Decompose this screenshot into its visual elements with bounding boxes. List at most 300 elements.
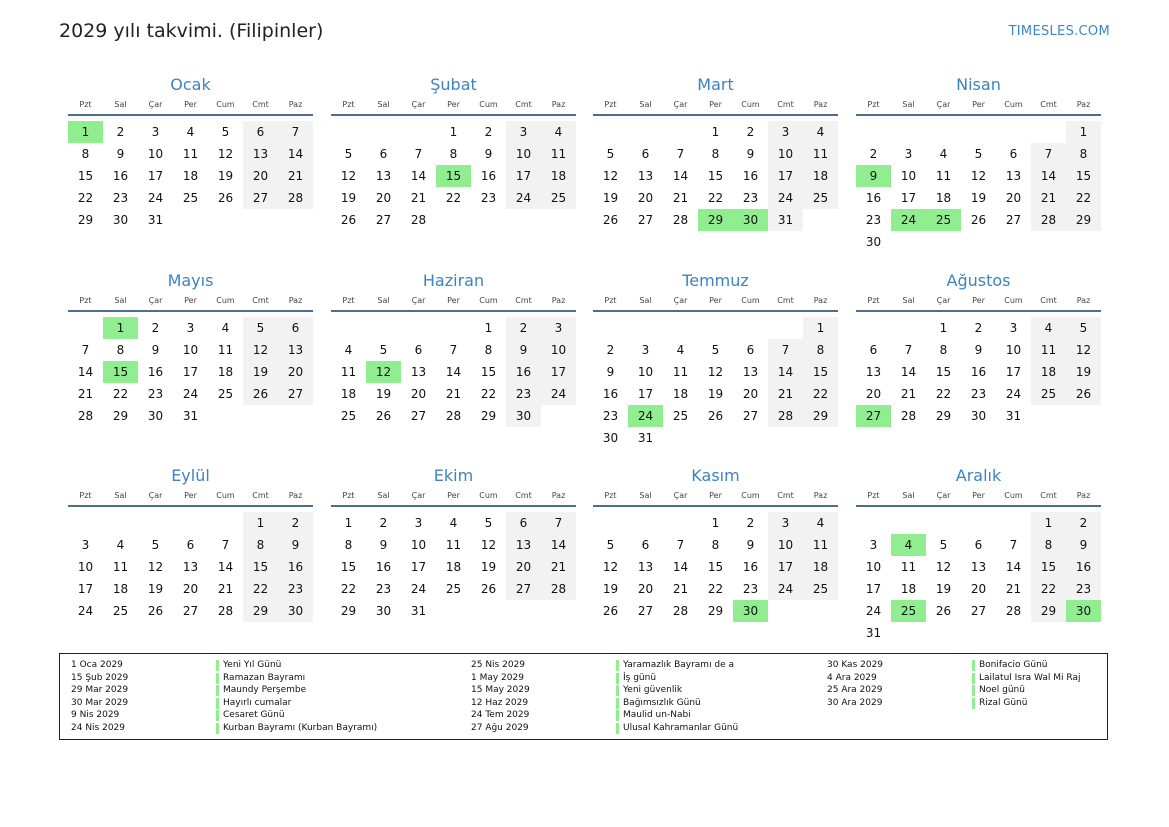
day-cell[interactable]: 30 [278, 600, 313, 622]
day-cell[interactable]: 25 [182, 191, 199, 205]
day-cell[interactable]: 2 [506, 317, 541, 339]
day-cell[interactable]: 22 [480, 387, 497, 401]
day-cell[interactable]: 6 [414, 343, 423, 357]
day-cell[interactable]: 5 [379, 343, 388, 357]
day-cell[interactable]: 1 [803, 317, 838, 339]
day-cell[interactable]: 22 [707, 191, 724, 205]
day-cell[interactable]: 31 [637, 431, 654, 445]
day-cell[interactable]: 18 [340, 387, 357, 401]
day-cell[interactable]: 19 [707, 387, 724, 401]
day-cell[interactable]: 29 [77, 213, 94, 227]
day-cell[interactable]: 2 [151, 321, 160, 335]
day-cell[interactable]: 16 [865, 191, 882, 205]
day-cell[interactable]: 24 [77, 604, 94, 618]
day-cell[interactable]: 8 [803, 339, 838, 361]
day-cell[interactable]: 24 [541, 383, 576, 405]
day-cell[interactable]: 6 [869, 343, 878, 357]
day-cell[interactable]: 20 [506, 556, 541, 578]
day-cell[interactable]: 7 [676, 147, 685, 161]
day-cell[interactable]: 25 [803, 187, 838, 209]
day-cell[interactable]: 13 [742, 365, 759, 379]
day-cell[interactable]: 24 [506, 187, 541, 209]
day-cell[interactable]: 21 [1031, 187, 1066, 209]
day-cell[interactable]: 28 [672, 604, 689, 618]
day-cell[interactable]: 24 [182, 387, 199, 401]
day-cell[interactable]: 20 [1005, 191, 1022, 205]
day-cell[interactable]: 10 [1005, 343, 1022, 357]
day-cell[interactable]: 20 [865, 387, 882, 401]
day-cell[interactable]: 2 [379, 516, 388, 530]
day-cell[interactable]: 12 [970, 169, 987, 183]
day-cell[interactable]: 14 [541, 534, 576, 556]
day-cell[interactable]: 28 [1031, 209, 1066, 231]
day-cell[interactable]: 15 [1066, 165, 1101, 187]
day-cell[interactable]: 7 [768, 339, 803, 361]
day-cell[interactable]: 17 [637, 387, 654, 401]
day-cell[interactable]: 17 [768, 165, 803, 187]
holiday-day-cell[interactable]: 30 [733, 600, 768, 622]
day-cell[interactable]: 27 [1005, 213, 1022, 227]
day-cell[interactable]: 15 [707, 169, 724, 183]
day-cell[interactable]: 21 [445, 387, 462, 401]
day-cell[interactable]: 19 [340, 191, 357, 205]
day-cell[interactable]: 18 [112, 582, 129, 596]
day-cell[interactable]: 25 [112, 604, 129, 618]
day-cell[interactable]: 12 [340, 169, 357, 183]
day-cell[interactable]: 18 [900, 582, 917, 596]
day-cell[interactable]: 9 [278, 534, 313, 556]
day-cell[interactable]: 28 [278, 187, 313, 209]
day-cell[interactable]: 22 [340, 582, 357, 596]
day-cell[interactable]: 12 [217, 147, 234, 161]
day-cell[interactable]: 16 [278, 556, 313, 578]
day-cell[interactable]: 3 [904, 147, 913, 161]
day-cell[interactable]: 19 [480, 560, 497, 574]
day-cell[interactable]: 14 [900, 365, 917, 379]
day-cell[interactable]: 17 [900, 191, 917, 205]
holiday-day-cell[interactable]: 15 [436, 165, 471, 187]
day-cell[interactable]: 26 [480, 582, 497, 596]
day-cell[interactable]: 14 [278, 143, 313, 165]
day-cell[interactable]: 23 [375, 582, 392, 596]
day-cell[interactable]: 21 [541, 556, 576, 578]
day-cell[interactable]: 17 [768, 556, 803, 578]
day-cell[interactable]: 31 [182, 409, 199, 423]
day-cell[interactable]: 20 [375, 191, 392, 205]
day-cell[interactable]: 16 [1066, 556, 1101, 578]
day-cell[interactable]: 12 [147, 560, 164, 574]
day-cell[interactable]: 11 [217, 343, 234, 357]
day-cell[interactable]: 4 [803, 512, 838, 534]
day-cell[interactable]: 4 [116, 538, 125, 552]
day-cell[interactable]: 3 [541, 317, 576, 339]
day-cell[interactable]: 9 [606, 365, 615, 379]
day-cell[interactable]: 15 [935, 365, 952, 379]
day-cell[interactable]: 14 [768, 361, 803, 383]
holiday-day-cell[interactable]: 30 [1066, 600, 1101, 622]
day-cell[interactable]: 5 [711, 343, 720, 357]
day-cell[interactable]: 4 [344, 343, 353, 357]
day-cell[interactable]: 5 [974, 147, 983, 161]
day-cell[interactable]: 25 [541, 187, 576, 209]
day-cell[interactable]: 9 [116, 147, 125, 161]
day-cell[interactable]: 30 [112, 213, 129, 227]
day-cell[interactable]: 29 [480, 409, 497, 423]
day-cell[interactable]: 5 [606, 147, 615, 161]
day-cell[interactable]: 9 [746, 147, 755, 161]
day-cell[interactable]: 21 [672, 582, 689, 596]
day-cell[interactable]: 19 [1066, 361, 1101, 383]
day-cell[interactable]: 28 [768, 405, 803, 427]
day-cell[interactable]: 23 [742, 191, 759, 205]
day-cell[interactable]: 6 [379, 147, 388, 161]
day-cell[interactable]: 24 [865, 604, 882, 618]
day-cell[interactable]: 21 [77, 387, 94, 401]
day-cell[interactable]: 12 [1066, 339, 1101, 361]
day-cell[interactable]: 25 [672, 409, 689, 423]
day-cell[interactable]: 1 [243, 512, 278, 534]
day-cell[interactable]: 14 [1031, 165, 1066, 187]
day-cell[interactable]: 2 [746, 125, 755, 139]
day-cell[interactable]: 26 [707, 409, 724, 423]
day-cell[interactable]: 18 [217, 365, 234, 379]
day-cell[interactable]: 14 [217, 560, 234, 574]
day-cell[interactable]: 17 [147, 169, 164, 183]
day-cell[interactable]: 8 [484, 343, 493, 357]
day-cell[interactable]: 3 [1009, 321, 1018, 335]
day-cell[interactable]: 19 [602, 582, 619, 596]
holiday-day-cell[interactable]: 1 [103, 317, 138, 339]
day-cell[interactable]: 7 [278, 121, 313, 143]
day-cell[interactable]: 26 [243, 383, 278, 405]
day-cell[interactable]: 26 [602, 604, 619, 618]
day-cell[interactable]: 28 [445, 409, 462, 423]
day-cell[interactable]: 6 [1009, 147, 1018, 161]
day-cell[interactable]: 29 [340, 604, 357, 618]
day-cell[interactable]: 22 [935, 387, 952, 401]
day-cell[interactable]: 15 [243, 556, 278, 578]
day-cell[interactable]: 4 [221, 321, 230, 335]
day-cell[interactable]: 7 [676, 538, 685, 552]
day-cell[interactable]: 31 [865, 626, 882, 640]
day-cell[interactable]: 5 [484, 516, 493, 530]
day-cell[interactable]: 17 [410, 560, 427, 574]
day-cell[interactable]: 6 [641, 538, 650, 552]
day-cell[interactable]: 6 [278, 317, 313, 339]
day-cell[interactable]: 11 [672, 365, 689, 379]
day-cell[interactable]: 13 [970, 560, 987, 574]
day-cell[interactable]: 12 [602, 560, 619, 574]
day-cell[interactable]: 29 [243, 600, 278, 622]
day-cell[interactable]: 25 [217, 387, 234, 401]
day-cell[interactable]: 30 [147, 409, 164, 423]
day-cell[interactable]: 28 [672, 213, 689, 227]
day-cell[interactable]: 6 [974, 538, 983, 552]
day-cell[interactable]: 4 [939, 147, 948, 161]
day-cell[interactable]: 23 [970, 387, 987, 401]
day-cell[interactable]: 18 [541, 165, 576, 187]
holiday-day-cell[interactable]: 24 [628, 405, 663, 427]
day-cell[interactable]: 5 [1066, 317, 1101, 339]
day-cell[interactable]: 17 [506, 165, 541, 187]
day-cell[interactable]: 30 [506, 405, 541, 427]
day-cell[interactable]: 6 [186, 538, 195, 552]
day-cell[interactable]: 8 [1066, 143, 1101, 165]
day-cell[interactable]: 18 [935, 191, 952, 205]
day-cell[interactable]: 21 [672, 191, 689, 205]
day-cell[interactable]: 3 [869, 538, 878, 552]
day-cell[interactable]: 8 [1031, 534, 1066, 556]
day-cell[interactable]: 22 [112, 387, 129, 401]
day-cell[interactable]: 28 [541, 578, 576, 600]
day-cell[interactable]: 10 [900, 169, 917, 183]
day-cell[interactable]: 26 [217, 191, 234, 205]
day-cell[interactable]: 30 [970, 409, 987, 423]
day-cell[interactable]: 13 [1005, 169, 1022, 183]
day-cell[interactable]: 18 [672, 387, 689, 401]
day-cell[interactable]: 12 [707, 365, 724, 379]
day-cell[interactable]: 1 [1031, 512, 1066, 534]
holiday-day-cell[interactable]: 1 [68, 121, 103, 143]
day-cell[interactable]: 29 [935, 409, 952, 423]
day-cell[interactable]: 14 [1005, 560, 1022, 574]
day-cell[interactable]: 13 [278, 339, 313, 361]
day-cell[interactable]: 1 [344, 516, 353, 530]
day-cell[interactable]: 6 [641, 147, 650, 161]
holiday-day-cell[interactable]: 27 [856, 405, 891, 427]
day-cell[interactable]: 27 [637, 213, 654, 227]
day-cell[interactable]: 10 [541, 339, 576, 361]
day-cell[interactable]: 7 [221, 538, 230, 552]
day-cell[interactable]: 20 [243, 165, 278, 187]
day-cell[interactable]: 28 [217, 604, 234, 618]
day-cell[interactable]: 23 [865, 213, 882, 227]
day-cell[interactable]: 28 [900, 409, 917, 423]
day-cell[interactable]: 8 [243, 534, 278, 556]
day-cell[interactable]: 23 [742, 582, 759, 596]
day-cell[interactable]: 27 [278, 383, 313, 405]
day-cell[interactable]: 2 [869, 147, 878, 161]
day-cell[interactable]: 13 [865, 365, 882, 379]
day-cell[interactable]: 10 [768, 143, 803, 165]
holiday-day-cell[interactable]: 15 [103, 361, 138, 383]
holiday-day-cell[interactable]: 29 [698, 209, 733, 231]
day-cell[interactable]: 27 [742, 409, 759, 423]
day-cell[interactable]: 15 [480, 365, 497, 379]
day-cell[interactable]: 5 [606, 538, 615, 552]
day-cell[interactable]: 17 [182, 365, 199, 379]
day-cell[interactable]: 25 [445, 582, 462, 596]
day-cell[interactable]: 10 [865, 560, 882, 574]
day-cell[interactable]: 22 [803, 383, 838, 405]
day-cell[interactable]: 16 [375, 560, 392, 574]
day-cell[interactable]: 12 [935, 560, 952, 574]
day-cell[interactable]: 22 [1031, 578, 1066, 600]
site-logo[interactable]: TIMESLES.COM [1008, 24, 1110, 39]
day-cell[interactable]: 27 [410, 409, 427, 423]
day-cell[interactable]: 31 [147, 213, 164, 227]
day-cell[interactable]: 31 [1005, 409, 1022, 423]
day-cell[interactable]: 3 [414, 516, 423, 530]
day-cell[interactable]: 22 [243, 578, 278, 600]
day-cell[interactable]: 21 [278, 165, 313, 187]
day-cell[interactable]: 31 [768, 209, 803, 231]
day-cell[interactable]: 25 [1031, 383, 1066, 405]
day-cell[interactable]: 21 [768, 383, 803, 405]
day-cell[interactable]: 18 [182, 169, 199, 183]
day-cell[interactable]: 10 [147, 147, 164, 161]
day-cell[interactable]: 11 [445, 538, 462, 552]
holiday-day-cell[interactable]: 12 [366, 361, 401, 383]
day-cell[interactable]: 2 [606, 343, 615, 357]
day-cell[interactable]: 29 [1031, 600, 1066, 622]
day-cell[interactable]: 16 [742, 560, 759, 574]
day-cell[interactable]: 27 [970, 604, 987, 618]
day-cell[interactable]: 1 [711, 516, 720, 530]
day-cell[interactable]: 10 [506, 143, 541, 165]
day-cell[interactable]: 3 [506, 121, 541, 143]
day-cell[interactable]: 16 [147, 365, 164, 379]
day-cell[interactable]: 12 [602, 169, 619, 183]
day-cell[interactable]: 24 [147, 191, 164, 205]
day-cell[interactable]: 3 [81, 538, 90, 552]
day-cell[interactable]: 22 [445, 191, 462, 205]
day-cell[interactable]: 1 [711, 125, 720, 139]
day-cell[interactable]: 28 [1005, 604, 1022, 618]
day-cell[interactable]: 7 [1031, 143, 1066, 165]
day-cell[interactable]: 4 [1031, 317, 1066, 339]
day-cell[interactable]: 11 [1031, 339, 1066, 361]
day-cell[interactable]: 10 [182, 343, 199, 357]
day-cell[interactable]: 2 [1066, 512, 1101, 534]
day-cell[interactable]: 30 [865, 235, 882, 249]
day-cell[interactable]: 2 [116, 125, 125, 139]
day-cell[interactable]: 5 [344, 147, 353, 161]
day-cell[interactable]: 16 [112, 169, 129, 183]
day-cell[interactable]: 8 [449, 147, 458, 161]
day-cell[interactable]: 10 [637, 365, 654, 379]
day-cell[interactable]: 23 [1066, 578, 1101, 600]
day-cell[interactable]: 11 [900, 560, 917, 574]
day-cell[interactable]: 18 [1031, 361, 1066, 383]
day-cell[interactable]: 26 [147, 604, 164, 618]
day-cell[interactable]: 21 [410, 191, 427, 205]
day-cell[interactable]: 23 [506, 383, 541, 405]
day-cell[interactable]: 2 [746, 516, 755, 530]
day-cell[interactable]: 9 [484, 147, 493, 161]
day-cell[interactable]: 26 [935, 604, 952, 618]
day-cell[interactable]: 24 [768, 187, 803, 209]
day-cell[interactable]: 26 [1066, 383, 1101, 405]
day-cell[interactable]: 8 [344, 538, 353, 552]
day-cell[interactable]: 26 [340, 213, 357, 227]
day-cell[interactable]: 2 [278, 512, 313, 534]
day-cell[interactable]: 11 [112, 560, 129, 574]
day-cell[interactable]: 4 [803, 121, 838, 143]
day-cell[interactable]: 6 [243, 121, 278, 143]
day-cell[interactable]: 23 [112, 191, 129, 205]
day-cell[interactable]: 13 [375, 169, 392, 183]
day-cell[interactable]: 23 [602, 409, 619, 423]
holiday-day-cell[interactable]: 25 [926, 209, 961, 231]
day-cell[interactable]: 16 [970, 365, 987, 379]
day-cell[interactable]: 5 [151, 538, 160, 552]
day-cell[interactable]: 20 [410, 387, 427, 401]
day-cell[interactable]: 7 [414, 147, 423, 161]
day-cell[interactable]: 4 [186, 125, 195, 139]
day-cell[interactable]: 9 [506, 339, 541, 361]
day-cell[interactable]: 26 [970, 213, 987, 227]
day-cell[interactable]: 13 [506, 534, 541, 556]
day-cell[interactable]: 5 [939, 538, 948, 552]
day-cell[interactable]: 20 [637, 582, 654, 596]
day-cell[interactable]: 7 [904, 343, 913, 357]
day-cell[interactable]: 29 [1066, 209, 1101, 231]
day-cell[interactable]: 9 [746, 538, 755, 552]
day-cell[interactable]: 24 [410, 582, 427, 596]
day-cell[interactable]: 29 [112, 409, 129, 423]
day-cell[interactable]: 1 [1066, 121, 1101, 143]
day-cell[interactable]: 19 [243, 361, 278, 383]
day-cell[interactable]: 8 [116, 343, 125, 357]
day-cell[interactable]: 8 [939, 343, 948, 357]
day-cell[interactable]: 26 [602, 213, 619, 227]
day-cell[interactable]: 25 [340, 409, 357, 423]
day-cell[interactable]: 2 [484, 125, 493, 139]
day-cell[interactable]: 19 [970, 191, 987, 205]
day-cell[interactable]: 3 [768, 121, 803, 143]
day-cell[interactable]: 4 [541, 121, 576, 143]
day-cell[interactable]: 9 [1066, 534, 1101, 556]
day-cell[interactable]: 18 [803, 165, 838, 187]
day-cell[interactable]: 19 [935, 582, 952, 596]
day-cell[interactable]: 17 [77, 582, 94, 596]
day-cell[interactable]: 17 [541, 361, 576, 383]
day-cell[interactable]: 13 [410, 365, 427, 379]
day-cell[interactable]: 1 [449, 125, 458, 139]
holiday-day-cell[interactable]: 24 [891, 209, 926, 231]
day-cell[interactable]: 19 [147, 582, 164, 596]
day-cell[interactable]: 8 [711, 147, 720, 161]
day-cell[interactable]: 18 [445, 560, 462, 574]
day-cell[interactable]: 28 [77, 409, 94, 423]
day-cell[interactable]: 26 [375, 409, 392, 423]
holiday-day-cell[interactable]: 30 [733, 209, 768, 231]
day-cell[interactable]: 3 [641, 343, 650, 357]
day-cell[interactable]: 11 [541, 143, 576, 165]
day-cell[interactable]: 11 [935, 169, 952, 183]
day-cell[interactable]: 15 [803, 361, 838, 383]
day-cell[interactable]: 11 [340, 365, 357, 379]
day-cell[interactable]: 8 [81, 147, 90, 161]
day-cell[interactable]: 12 [480, 538, 497, 552]
day-cell[interactable]: 9 [151, 343, 160, 357]
day-cell[interactable]: 18 [803, 556, 838, 578]
day-cell[interactable]: 7 [81, 343, 90, 357]
day-cell[interactable]: 15 [1031, 556, 1066, 578]
day-cell[interactable]: 27 [637, 604, 654, 618]
day-cell[interactable]: 5 [221, 125, 230, 139]
day-cell[interactable]: 3 [768, 512, 803, 534]
day-cell[interactable]: 19 [375, 387, 392, 401]
day-cell[interactable]: 9 [379, 538, 388, 552]
day-cell[interactable]: 16 [480, 169, 497, 183]
day-cell[interactable]: 15 [340, 560, 357, 574]
holiday-day-cell[interactable]: 4 [891, 534, 926, 556]
day-cell[interactable]: 1 [939, 321, 948, 335]
day-cell[interactable]: 14 [77, 365, 94, 379]
day-cell[interactable]: 3 [151, 125, 160, 139]
